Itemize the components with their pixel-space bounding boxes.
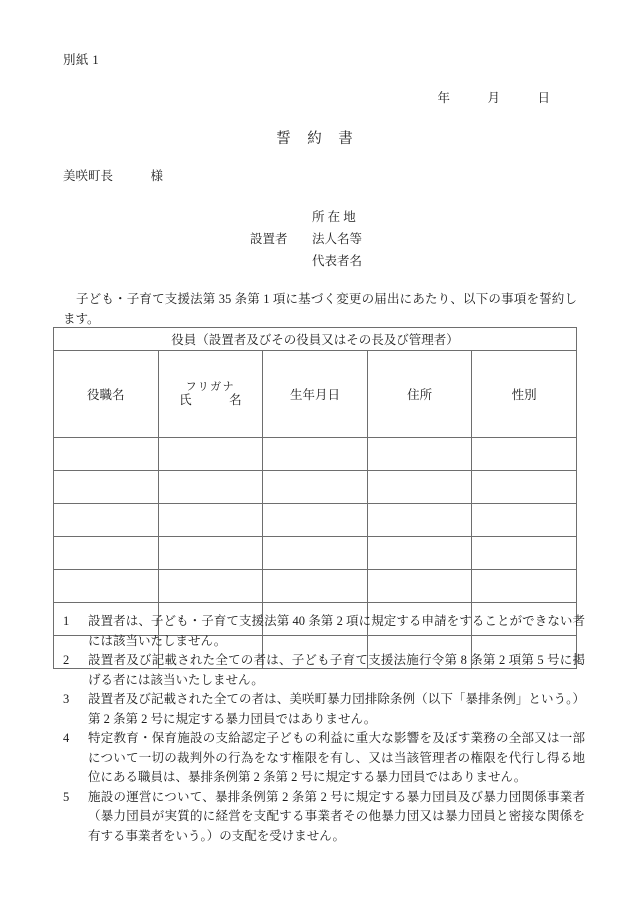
clause-number: 5 (63, 789, 70, 804)
table-row (54, 570, 577, 603)
cell-position[interactable] (54, 504, 159, 537)
cell-position[interactable] (54, 537, 159, 570)
cell-gender[interactable] (472, 570, 577, 603)
clause-text: 特定教育・保育施設の支給認定子どもの利益に重大な影響を及ぼす業務の全部又は一部について一切の裁判外の行為をなす権限を有し、又は当該管理者の権限を代行し得る地位にある職員は、暴排条例第 2 条第 2 号に規定する暴力団員ではありません。 (88, 731, 585, 784)
clause-list (63, 612, 585, 846)
clause-item (63, 651, 585, 690)
cell-address[interactable] (367, 537, 472, 570)
intro-paragraph: 子ども・子育て支援法第 35 条第 1 項に基づく変更の届出にあたり、以下の事項を誓約します。 (63, 292, 577, 326)
table-header-row (54, 351, 577, 438)
column-header-name (158, 351, 263, 438)
table-row (54, 504, 577, 537)
table-row (54, 471, 577, 504)
table-row (54, 537, 577, 570)
cell-gender[interactable] (472, 504, 577, 537)
table-caption-row (54, 328, 577, 351)
name-header-stack (159, 381, 263, 407)
clause-item (63, 729, 585, 788)
cell-name[interactable] (158, 471, 263, 504)
clause-number: 4 (63, 731, 70, 745)
cell-position[interactable] (54, 570, 159, 603)
signer-row-entity (250, 228, 362, 250)
date-line: 年 月 日 (437, 91, 550, 105)
clause-number: 3 (63, 692, 70, 706)
cell-address[interactable] (367, 438, 472, 471)
addressee-label: 美咲町長 様 (63, 169, 164, 183)
clause-text: 施設の運営について、暴排条例第 2 条第 2 号に規定する暴力団員及び暴力団関係事業者（暴力団員が実質的に経営を支配する事業者その他暴力団又は暴力団員と密接な関係を有する事業者をいう。）の支配を受けません。 (88, 789, 585, 843)
cell-address[interactable] (367, 570, 472, 603)
clause-number: 2 (63, 653, 70, 667)
cell-birthdate[interactable] (263, 438, 368, 471)
table-row (54, 438, 577, 471)
cell-gender[interactable] (472, 438, 577, 471)
clause-number: 1 (63, 614, 70, 628)
cell-position[interactable] (54, 471, 159, 504)
signer-label-establisher: 設置者 (250, 232, 288, 246)
clause-text: 設置者は、子ども・子育て支援法第 40 条第 2 項に規定する申請をすることができない者には該当いたしません。 (88, 614, 585, 648)
cell-birthdate[interactable] (263, 537, 368, 570)
cell-name[interactable] (158, 504, 263, 537)
cell-birthdate[interactable] (263, 471, 368, 504)
signer-block (250, 206, 362, 272)
page-title: 誓 約 書 (276, 131, 354, 147)
signer-row-representative (250, 250, 362, 272)
cell-gender[interactable] (472, 471, 577, 504)
clause-item (63, 690, 585, 729)
signer-value-representative-name: 代表者名 (312, 254, 363, 268)
signer-value-location: 所 在 地 (312, 210, 356, 224)
clause-text: 設置者及び記載された全ての者は、子ども子育て支援法施行令第 8 条第 2 項第 5 号に掲げる者には該当いたしません。 (88, 653, 585, 687)
column-header-furigana: フリガナ (185, 381, 236, 393)
column-header-fullname: 氏 名 (179, 393, 242, 407)
column-header-birthdate: 生年月日 (263, 351, 368, 438)
column-header-address: 住所 (367, 351, 472, 438)
cell-position[interactable] (54, 438, 159, 471)
cell-name[interactable] (158, 570, 263, 603)
clause-item (63, 612, 585, 651)
cell-name[interactable] (158, 537, 263, 570)
column-header-position: 役職名 (54, 351, 159, 438)
signer-value-entity-name: 法人名等 (312, 232, 363, 246)
cell-address[interactable] (367, 471, 472, 504)
column-header-gender: 性別 (472, 351, 577, 438)
cell-birthdate[interactable] (263, 570, 368, 603)
cell-name[interactable] (158, 438, 263, 471)
signer-row-location (250, 206, 362, 228)
clause-text: 設置者及び記載された全ての者は、美咲町暴力団排除条例（以下「暴排条例」という。）第 2 条第 2 号に規定する暴力団員ではありません。 (88, 692, 585, 726)
document-reference-label: 別紙 1 (63, 53, 99, 67)
cell-birthdate[interactable] (263, 504, 368, 537)
cell-gender[interactable] (472, 537, 577, 570)
clause-item (63, 788, 585, 847)
cell-address[interactable] (367, 504, 472, 537)
officers-table-caption: 役員（設置者及びその役員又はその長及び管理者） (54, 328, 577, 351)
